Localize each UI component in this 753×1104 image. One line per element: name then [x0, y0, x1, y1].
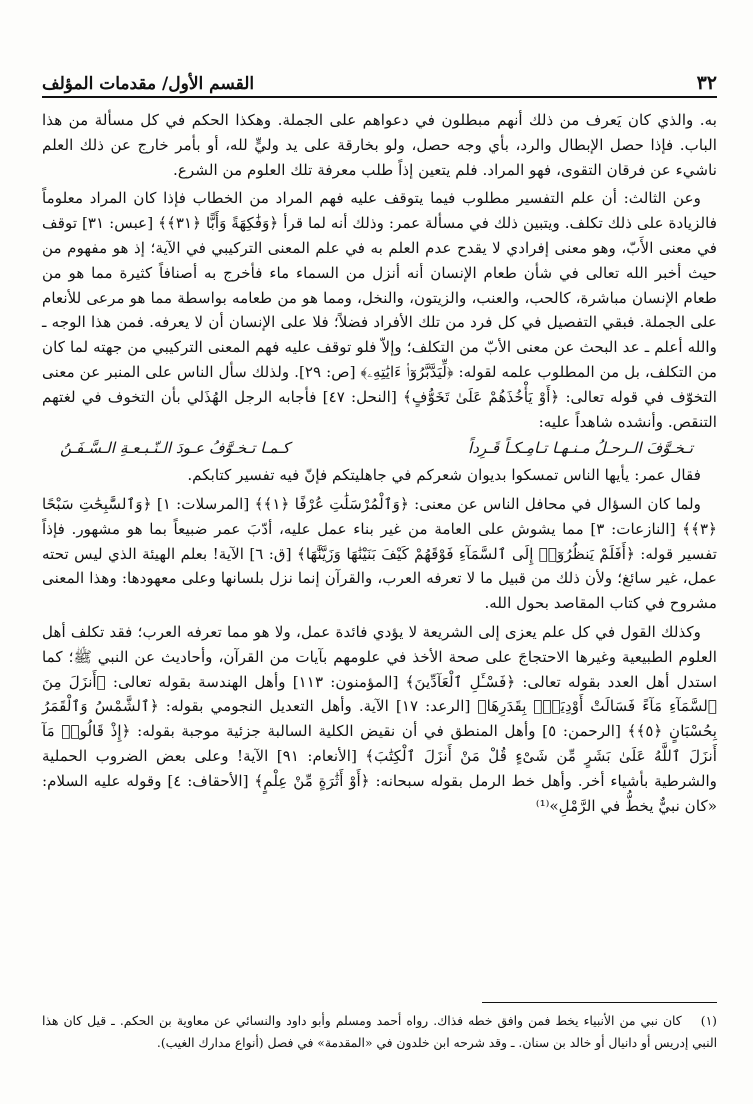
footnote-number: (١): [700, 1014, 717, 1028]
paragraph: ولما كان السؤال في محافل الناس عن معنى: ﴿وَٱلْمُرْسَلَٰتِ عُرْفًا ﴿١﴾﴾ [المرسلات: ١] ﴿وَٱلسَّٰبِحَٰتِ سَبْحًا ﴿٣﴾﴾ [النازعات: ٣] مما يشوش على العامة من غير بناء عمل عليه، أدّبَ عمر ضبيعاً بما هو مشهور. فإذاً تفسير قوله: ﴿أَفَلَمْ يَنظُرُوٓا۟ إِلَى ٱلسَّمَآءِ فَوْقَهُمْ كَيْفَ بَنَيْنَٰهَا وَزَيَّنَّٰهَا﴾ [ق: ٦] الآية! بعلم الهيئة الذي ليس تحته عمل، غير سائغ؛ ولأن ذلك من قبيل ما لا تعرفه العرب، والقرآن إنما نزل بلسانها وعلى معهودها: وهذا المعنى مشروح في كتاب المقاصد بحول الله.: [42, 494, 718, 613]
running-title: القسم الأول/ مقدمات المؤلف: [42, 74, 255, 94]
footnote: [42, 1010, 717, 1054]
running-header: [42, 60, 717, 94]
main-text: [42, 108, 717, 818]
page-number: ٣٢: [696, 72, 717, 94]
verse-first-hemistich: تـخـوَّفَ الـرحـلُ مـنـهـا تـامِـكـاً قَـرِداً: [468, 439, 693, 458]
poetry-verse: [42, 436, 717, 461]
paragraph: وكذلك القول في كل علم يعزى إلى الشريعة لا يؤدي فائدة عمل، ولا هو مما تعرفه العرب؛ فقد تكلف أهل العلوم الطبيعية وغيرها الاحتجاجَ على صحة الأخذ في علومهم بآيات من القرآن، وأحاديث عن النبي ﷺ؛ كما استدل أهل العدد بقوله تعالى: ﴿فَسْـَٔلِ ٱلْعَآدِّينَ﴾ [المؤمنون: ١١٣] وأهل الهندسة بقوله تعالى: ﴿أَنزَلَ مِنَ ٱلسَّمَآءِ مَآءً فَسَالَتْ أَوْدِيَةٌۢ بِقَدَرِهَا﴾ [الرعد: ١٧] الآية. وأهل التعديل النجومي بقوله: ﴿ٱلشَّمْسُ وَٱلْقَمَرُ بِحُسْبَانٍ ﴿٥﴾﴾ [الرحمن: ٥] وأهل المنطق في أن نقيض الكلية السالبة جزئية موجبة بقوله: ﴿إِذْ قَالُوا۟ مَآ أَنزَلَ ٱللَّهُ عَلَىٰ بَشَرٍ مِّن شَىْءٍ قُلْ مَنْ أَنزَلَ ٱلْكِتَٰبَ﴾ [الأنعام: ٩١] الآية! وعلى بعض الضروب الحملية والشرطية بأشياء أخر. وأهل خط الرمل بقوله سبحانه: ﴿أَوْ أَثَٰرَةٍ مِّنْ عِلْمٍ﴾ [الأحقاف: ٤] وقوله عليه السلام: «كان نبيٌّ يخطُّ في الرَّمْلِ»⁽¹⁾: [42, 622, 717, 815]
verse-second-hemistich: كـمـا تـخـوَّفُ عـودَ الـنّـبـعـةِ الـسَّـفَـنُ: [60, 439, 290, 458]
footnote-text: كان نبي من الأنبياء يخط فمن وافق خطه فذاك. رواه أحمد ومسلم وأبو داود والنسائي عن معاوية بن الحكم. ـ قيل كان هذا النبي إدريس أو دانيال أو خالد بن سنان. ـ وقد شرحه ابن خلدون في «المقدمة» في فصل (أنواع مدارك الغيب).: [42, 1014, 717, 1050]
paragraph: وعن الثالث: أن علم التفسير مطلوب فيما يتوقف عليه فهم المراد من الخطاب فإذا كان المراد معلوماً فالزيادة على ذلك تكلف. ويتبين ذلك في مسألة عمر: وذلك أنه لما قرأ ﴿وَفَٰكِهَةً وَأَبًّا ﴿٣١﴾﴾ [عبس: ٣١] توقف في معنى الأَبّ، وهو معنى إفرادي لا يقدح عدم العلم به في علم المعنى التركيبي في الآية؛ إذ هو مفهوم من حيث أخبر الله تعالى في شأن طعام الإنسان أنه أنزل من السماء ماء فأخرج به أصنافاً كثيرة مما هو من طعام الإنسان مباشرة، كالحب، والعنب، والزيتون، والنخل، ومما هو من طعامه بواسطة مما هو مرعى للأنعام على الجملة. فبقي التفصيل في كل فرد من تلك الأفراد فضلاً؛ فلا على الإنسان أن لا يعرفه. فمن هذا الوجه ـ والله أعلم ـ عد البحث عن معنى الأبّ من التكلف؛ وإلاّ فلو توقف عليه فهم المعنى التركيبي من جهته لما كان من التكلف، بل من المطلوب علمه لقوله: ﴿لِّيَدَّبَّرُوٓا۟ ءَايَٰتِهِۦ﴾ [ص: ٢٩]. ولذلك سأل الناس على المنبر عن معنى التخوّف في قوله تعالى: ﴿أَوْ يَأْخُذَهُمْ عَلَىٰ تَخَوُّفٍ﴾ [النحل: ٤٧] فأجابه الرجل الهُذَلي بأن التخوف في لغتهم التنقص. وأنشده شاهداً عليه:: [42, 189, 718, 431]
header-rule: [42, 96, 717, 98]
paragraph: به. والذي كان يَعرف من ذلك أنهم مبطلون في دعواهم على الجملة. وهكذا الحكم في كل مسألة من هذا الباب. فإذا حصل الإبطال والرد، بأي وجه حصل، ولو بخارقة على يد وليٍّ لله، أو بأمر خارج عن ذلك العلم ناشيء عن فرقان التقوى، فهو المراد. فلم يتعين إذاً طلب معرفة تلك العلوم من الشرع.: [42, 111, 717, 179]
paragraph: فقال عمر: يأيها الناس تمسكوا بديوان شعركم في جاهليتكم فإنّ فيه تفسير كتابكم.: [187, 466, 701, 485]
footnote-rule: [482, 1002, 717, 1003]
